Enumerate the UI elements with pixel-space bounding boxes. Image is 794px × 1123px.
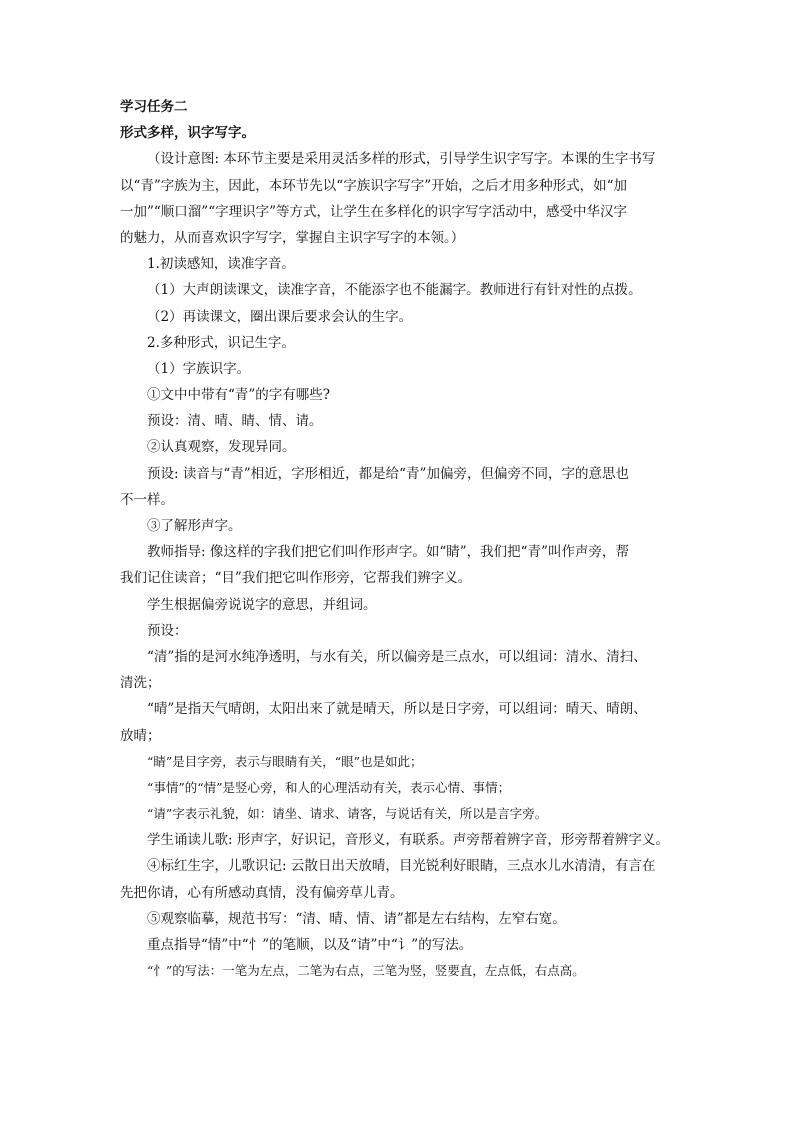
text-line: （2）再读课文，圈出课后要求会认的生字。 bbox=[147, 308, 413, 325]
text-line: （设计意图: 本环节主要是采用灵活多样的形式，引导学生识字写字。本课的生字书写 bbox=[147, 151, 656, 168]
heading: 学习任务二 bbox=[120, 99, 188, 115]
text-line: 一加”“顺口溜”“字理识字”等方式，让学生在多样化的识字写字活动中，感受中华汉字 bbox=[120, 203, 628, 220]
text-line: 清洗； bbox=[120, 675, 161, 692]
text-line: （1）大声朗读课文，读准字音，不能添字也不能漏字。教师进行有针对性的点拨。 bbox=[147, 282, 642, 299]
text-line: 我们记住读音；“目”我们把它叫作形旁，它帮我们辨字义。 bbox=[120, 570, 472, 587]
text-line: “睛”是目字旁，表示与眼睛有关，“眼”也是如此； bbox=[147, 753, 423, 769]
text-line: 学生根据偏旁说说字的意思，并组词。 bbox=[147, 596, 377, 613]
text-line: 预设：清、晴、睛、情、请。 bbox=[147, 413, 323, 430]
text-line: 预设： bbox=[147, 622, 188, 639]
document-page bbox=[120, 94, 680, 984]
text-line: “请”字表示礼貌，如：请坐、请求、请客，与说话有关，所以是言字旁。 bbox=[147, 806, 548, 822]
text-line: 的魅力，从而喜欢识字写字，掌握自主识字写字的本领。） bbox=[120, 229, 465, 246]
text-line: “清”指的是河水纯净透明，与水有关，所以偏旁是三点水，可以组词：清水、清扫、 bbox=[147, 648, 647, 665]
text-line: 不一样。 bbox=[120, 491, 174, 508]
text-line: ⑤观察临摹，规范书写：“清、晴、情、请”都是左右结构，左窄右宽。 bbox=[147, 910, 566, 927]
subheading: 形式多样，识字写字。 bbox=[120, 125, 255, 142]
text-line: ③了解形声字。 bbox=[147, 518, 242, 534]
text-line: “忄”的写法：一笔为左点，二笔为右点，三笔为竖，竖要直，左点低，右点高。 bbox=[147, 963, 585, 979]
text-line: ④标红生字，儿歌识记: 云散日出天放晴，目光锐利好眼睛，三点水儿水清清，有言在 bbox=[147, 858, 656, 875]
text-line: ②认真观察，发现异同。 bbox=[147, 439, 296, 456]
text-line: 学生诵读儿歌: 形声字，好识记，音形义，有联系。声旁帮着辨字音，形旁帮着辨字义。 bbox=[147, 832, 669, 849]
text-line: 以“青”字族为主，因此，本环节先以“字族识字写字”开始，之后才用多种形式，如“加 bbox=[120, 177, 628, 194]
text-line: 预设: 读音与“青”相近，字形相近，都是给“青”加偏旁，但偏旁不同，字的意思也 bbox=[147, 465, 629, 482]
text-line: 1.初读感知，读准字音。 bbox=[147, 256, 295, 273]
text-line: ①文中中带有“青”的字有哪些? bbox=[147, 387, 331, 404]
text-line: 放晴； bbox=[120, 727, 161, 744]
text-line: “晴”是指天气晴朗，太阳出来了就是晴天，所以是日字旁，可以组词：晴天、晴朗、 bbox=[147, 701, 647, 718]
text-line: 先把你请，心有所感动真情，没有偏旁草儿青。 bbox=[120, 884, 404, 901]
text-line: 重点指导“情”中“忄”的笔顺，以及“请”中“讠”的写法。 bbox=[147, 937, 473, 953]
text-line: 教师指导: 像这样的字我们把它们叫作形声字。如“睛”，我们把“青”叫作声旁，帮 bbox=[147, 544, 629, 561]
text-line: 2.多种形式，识记生字。 bbox=[147, 334, 295, 351]
text-line: “事情”的“情”是竖心旁，和人的心理活动有关，表示心情、事情； bbox=[147, 779, 511, 795]
text-line: （1）字族识字。 bbox=[147, 360, 251, 377]
